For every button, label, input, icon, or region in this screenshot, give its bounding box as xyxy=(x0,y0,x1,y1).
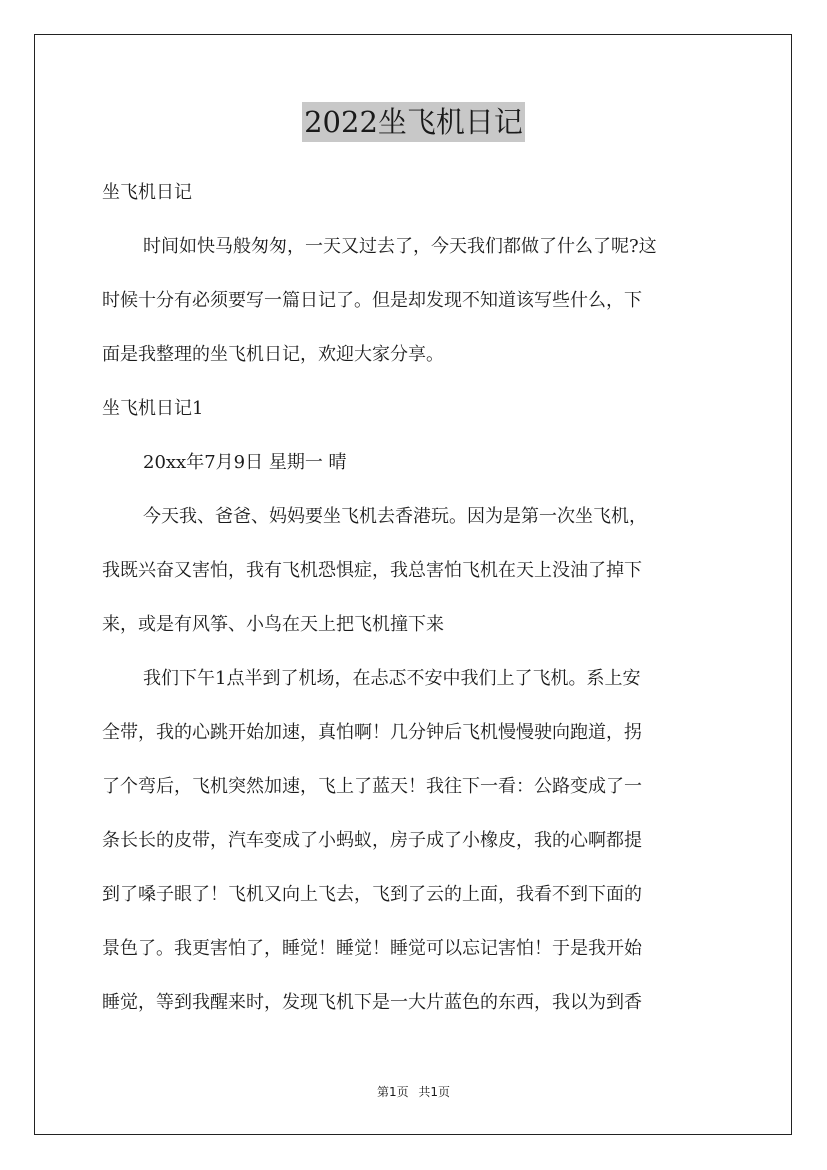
text-line: 全带，我的心跳开始加速，真怕啊！几分钟后飞机慢慢驶向跑道，拐 xyxy=(102,722,642,743)
text-line: 今天我、爸爸、妈妈要坐飞机去香港玩。因为是第一次坐飞机， xyxy=(143,506,647,527)
text-line: 睡觉，等到我醒来时，发现飞机下是一大片蓝色的东西，我以为到香 xyxy=(102,992,642,1013)
text-line: 时候十分有必须要写一篇日记了。但是却发现不知道该写些什么，下 xyxy=(102,290,642,311)
text-line: 我们下午1点半到了机场，在忐忑不安中我们上了飞机。系上安 xyxy=(143,668,641,689)
text-line: 条长长的皮带，汽车变成了小蚂蚁，房子成了小橡皮，我的心啊都提 xyxy=(102,830,642,851)
text-line: 了个弯后，飞机突然加速，飞上了蓝天！我往下一看：公路变成了一 xyxy=(102,776,642,797)
page-number-total: 共1页 xyxy=(418,1085,451,1099)
title-container xyxy=(0,102,827,142)
text-line: 坐飞机日记 xyxy=(102,182,192,203)
text-line: 面是我整理的坐飞机日记，欢迎大家分享。 xyxy=(102,344,444,365)
document-title: 2022坐飞机日记 xyxy=(302,102,525,142)
text-line: 坐飞机日记1 xyxy=(102,398,204,419)
text-line: 景色了。我更害怕了，睡觉！睡觉！睡觉可以忘记害怕！于是我开始 xyxy=(102,938,642,959)
text-line: 到了嗓子眼了！飞机又向上飞去，飞到了云的上面，我看不到下面的 xyxy=(102,884,642,905)
text-line: 20xx年7月9日 星期一 晴 xyxy=(143,452,347,473)
document-body xyxy=(102,166,726,1030)
text-line: 我既兴奋又害怕，我有飞机恐惧症，我总害怕飞机在天上没油了掉下 xyxy=(102,560,642,581)
page-number-current: 第1页 xyxy=(376,1085,409,1099)
page-footer xyxy=(0,1082,827,1102)
text-line: 来，或是有风筝、小鸟在天上把飞机撞下来 xyxy=(102,614,444,635)
text-line: 时间如快马般匆匆，一天又过去了，今天我们都做了什么了呢?这 xyxy=(143,236,657,257)
